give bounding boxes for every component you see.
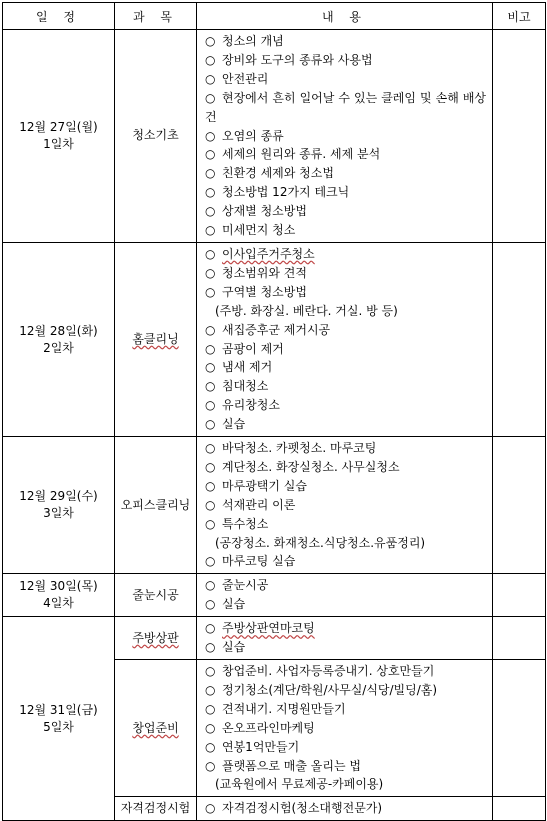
list-item: 계단청소. 화장실청소. 사무실청소 bbox=[222, 459, 400, 474]
bullet-icon: ○ bbox=[205, 185, 216, 200]
list-item: 특수청소 bbox=[222, 516, 269, 531]
header-date: 일 정 bbox=[3, 3, 115, 30]
list-item: 침대청소 bbox=[222, 379, 269, 394]
subject-name: 홈클리닝 bbox=[132, 332, 179, 346]
bullet-icon: ○ bbox=[205, 516, 216, 531]
day-3-row bbox=[3, 437, 546, 574]
remarks-cell bbox=[493, 242, 546, 436]
day-4-row bbox=[3, 574, 546, 617]
list-item: 실습 bbox=[222, 417, 246, 432]
day-number: 2일차 bbox=[43, 340, 74, 355]
list-item: 구역별 청소방법 bbox=[222, 284, 307, 299]
day-number: 1일차 bbox=[43, 136, 74, 151]
list-note: (주방. 화장실. 베란다. 거실. 방 등) bbox=[215, 303, 398, 318]
subject-cell bbox=[115, 617, 197, 660]
content-cell bbox=[197, 30, 493, 243]
day-number: 4일차 bbox=[43, 596, 74, 611]
day-5-date-cell bbox=[3, 617, 115, 821]
list-item: 자격검정시험(청소대행전문가) bbox=[222, 801, 383, 816]
subject-cell bbox=[115, 242, 197, 436]
day-3-date-cell bbox=[3, 437, 115, 574]
day-5-row-a bbox=[3, 617, 546, 660]
list-item: 세제의 원리와 종류. 세제 분석 bbox=[222, 147, 381, 162]
day-2-date-cell bbox=[3, 242, 115, 436]
header-content: 내 용 bbox=[197, 3, 493, 30]
content-cell bbox=[197, 437, 493, 574]
list-item: 청소방법 12가지 테크닉 bbox=[222, 185, 350, 200]
list-item: 마루코팅 실습 bbox=[222, 554, 296, 569]
bullet-icon: ○ bbox=[205, 701, 216, 716]
content-cell bbox=[197, 797, 493, 821]
bullet-icon: ○ bbox=[205, 578, 216, 593]
bullet-icon: ○ bbox=[205, 597, 216, 612]
bullet-icon: ○ bbox=[205, 758, 216, 773]
content-cell bbox=[197, 617, 493, 660]
remarks-cell bbox=[493, 797, 546, 821]
subject-name: 자격검정시험 bbox=[115, 797, 197, 821]
remarks-cell bbox=[493, 30, 546, 243]
list-item: 주방상판연마코팅 bbox=[222, 621, 315, 636]
list-item: 냄새 제거 bbox=[222, 360, 273, 375]
bullet-icon: ○ bbox=[205, 682, 216, 697]
list-item: 플랫폼으로 매출 올리는 법 bbox=[222, 758, 361, 773]
remarks-cell bbox=[493, 660, 546, 797]
bullet-icon: ○ bbox=[205, 801, 216, 816]
subject-name: 청소기초 bbox=[115, 30, 197, 243]
list-item: 안전관리 bbox=[222, 71, 269, 86]
day-4-date-cell bbox=[3, 574, 115, 617]
bullet-icon: ○ bbox=[205, 664, 216, 678]
day-2-row bbox=[3, 242, 546, 436]
header-remarks: 비고 bbox=[493, 3, 546, 30]
remarks-cell bbox=[493, 617, 546, 660]
list-item: 견적내기. 지명원만들기 bbox=[222, 701, 346, 716]
bullet-icon: ○ bbox=[205, 621, 216, 636]
day-1-date-cell bbox=[3, 30, 115, 243]
bullet-icon: ○ bbox=[205, 322, 216, 337]
subject-cell bbox=[115, 660, 197, 797]
bullet-icon: ○ bbox=[205, 246, 216, 261]
curriculum-document bbox=[2, 2, 546, 821]
bullet-icon: ○ bbox=[205, 34, 216, 48]
list-item: 온오프라인마케팅 bbox=[222, 720, 315, 735]
bullet-icon: ○ bbox=[205, 341, 216, 356]
day-1-row bbox=[3, 30, 546, 243]
subject-name: 줄눈시공 bbox=[115, 574, 197, 617]
header-subject: 과 목 bbox=[115, 3, 197, 30]
day-date: 12월 27일(월) bbox=[19, 119, 98, 134]
bullet-icon: ○ bbox=[205, 554, 216, 569]
bullet-icon: ○ bbox=[205, 360, 216, 375]
bullet-icon: ○ bbox=[205, 720, 216, 735]
list-item: 창업준비. 사업자등록증내기. 상호만들기 bbox=[222, 664, 435, 678]
list-item: 유리창청소 bbox=[222, 398, 280, 413]
content-cell bbox=[197, 660, 493, 797]
bullet-icon: ○ bbox=[205, 441, 216, 456]
day-date: 12월 30일(목) bbox=[19, 579, 98, 594]
list-item: 새집증후군 제거시공 bbox=[222, 322, 331, 337]
day-date: 12월 29일(수) bbox=[19, 489, 98, 504]
list-note: (공장청소. 화재청소.식당청소.유품정리) bbox=[215, 535, 426, 550]
bullet-icon: ○ bbox=[205, 497, 216, 512]
list-item: 바닥청소. 카펫청소. 마루코팅 bbox=[222, 441, 377, 456]
day-number: 3일차 bbox=[43, 506, 74, 521]
list-item: 현장에서 흔히 일어날 수 있는 클레임 및 손해 배상 건 bbox=[205, 90, 486, 124]
bullet-icon: ○ bbox=[205, 640, 216, 655]
bullet-icon: ○ bbox=[205, 147, 216, 162]
list-item: 실습 bbox=[222, 640, 246, 655]
bullet-icon: ○ bbox=[205, 398, 216, 413]
list-item: 친환경 세제와 청소법 bbox=[222, 166, 334, 181]
bullet-icon: ○ bbox=[205, 417, 216, 432]
bullet-icon: ○ bbox=[205, 459, 216, 474]
list-item: 상재별 청소방법 bbox=[222, 204, 307, 219]
subject-name: 창업준비 bbox=[132, 720, 179, 735]
bullet-icon: ○ bbox=[205, 379, 216, 394]
day-date: 12월 28일(화) bbox=[19, 323, 98, 338]
list-item: 연봉1억만들기 bbox=[222, 739, 300, 754]
bullet-icon: ○ bbox=[205, 52, 216, 67]
day-number: 5일차 bbox=[43, 719, 74, 734]
list-item: 줄눈시공 bbox=[222, 578, 269, 593]
subject-name: 주방상판 bbox=[132, 630, 179, 645]
bullet-icon: ○ bbox=[205, 478, 216, 493]
list-item: 미세먼지 청소 bbox=[222, 223, 296, 238]
list-item: 곰팡이 제거 bbox=[222, 341, 284, 356]
curriculum-table bbox=[2, 2, 546, 821]
bullet-icon: ○ bbox=[205, 166, 216, 181]
list-item: 오염의 종류 bbox=[222, 128, 284, 143]
content-cell bbox=[197, 574, 493, 617]
remarks-cell bbox=[493, 437, 546, 574]
subject-name: 오피스클리닝 bbox=[115, 437, 197, 574]
bullet-icon: ○ bbox=[205, 284, 216, 299]
list-item: 청소의 개념 bbox=[222, 34, 284, 48]
list-item: 장비와 도구의 종류와 사용법 bbox=[222, 52, 373, 67]
list-note: (교육원에서 무료제공-카페이용) bbox=[215, 777, 384, 792]
remarks-cell bbox=[493, 574, 546, 617]
bullet-icon: ○ bbox=[205, 128, 216, 143]
list-item: 이사입주거주청소 bbox=[222, 246, 315, 261]
header-row bbox=[3, 3, 546, 30]
bullet-icon: ○ bbox=[205, 223, 216, 238]
list-item: 청소범위와 견적 bbox=[222, 265, 307, 280]
bullet-icon: ○ bbox=[205, 265, 216, 280]
bullet-icon: ○ bbox=[205, 204, 216, 219]
bullet-icon: ○ bbox=[205, 90, 216, 105]
list-item: 석재관리 이론 bbox=[222, 497, 296, 512]
bullet-icon: ○ bbox=[205, 71, 216, 86]
list-item: 실습 bbox=[222, 597, 246, 612]
bullet-icon: ○ bbox=[205, 739, 216, 754]
list-item: 마루광택기 실습 bbox=[222, 478, 307, 493]
content-cell bbox=[197, 242, 493, 436]
day-date: 12월 31일(금) bbox=[19, 702, 98, 717]
list-item: 정기청소(계단/학원/사무실/식당/빌딩/홈) bbox=[222, 682, 438, 697]
